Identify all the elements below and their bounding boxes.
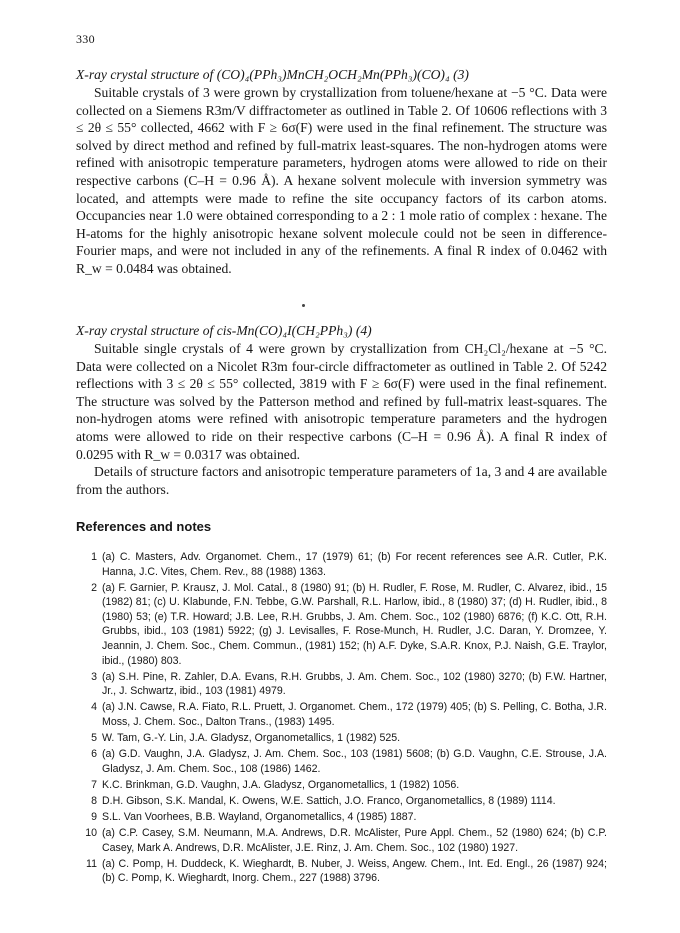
section-title: X-ray crystal structure of (CO)₄(PPh₃)MnCH₂OCH₂Mn(PPh₃)(CO)₄ (3) (76, 67, 469, 82)
reference-item (76, 778, 607, 793)
section-body: Suitable crystals of 3 were grown by crystallization from toluene/hexane at −5 °C. Data were collected on a Siemens R3m/V diffractometer as outlined in Table 2. Of 10606 reflections with 3 ≤ 2θ ≤ 55° collected, 4662 with F ≥ 6σ(F) were used in the final refinement. The structure was solved by direct method and refined by full-matrix least-squares. The non-hydrogen atoms were refined with anisotropic temperature parameters, hydrogen atoms were allowed to ride on their respective carbons (C–H = 0.96 Å). A hexane solvent molecule with inversion symmetry was located, and attempts were made to refine the site occupancy factors of its carbon atoms. Occupancies near 1.0 were obtained corresponding to a 2 : 1 mole ratio of complex : hexane. The H-atoms for the highly anisotropic hexane solvent molecule could not be seen in difference-Fourier maps, and were not included in any of the refinements. A final R index of 0.0462 with R_w = 0.0484 was obtained. (76, 85, 607, 276)
reference-text: (a) C. Masters, Adv. Organomet. Chem., 17 (1979) 61; (b) For recent references see A.R. Cutler, P.K. Hanna, J.C. Vites, Chem. Rev., 88 (1988) 1363. (102, 551, 607, 578)
reference-item (76, 747, 607, 776)
reference-number: 6 (91, 748, 97, 761)
reference-number: 9 (91, 811, 97, 824)
reference-item (76, 857, 607, 886)
reference-text: D.H. Gibson, S.K. Mandal, K. Owens, W.E. Sattich, J.O. Franco, Organometallics, 8 (1989) 1114. (102, 795, 556, 807)
section-crystal-structure-3 (76, 66, 607, 278)
reference-item (76, 670, 607, 699)
references-list (76, 550, 607, 886)
reference-number: 11 (86, 857, 97, 870)
reference-item (76, 731, 607, 746)
reference-number: 10 (85, 827, 97, 840)
reference-item (76, 581, 607, 669)
reference-text: (a) F. Garnier, P. Krausz, J. Mol. Catal., 8 (1980) 91; (b) H. Rudler, F. Rose, M. Rudler, C. Alvarez, ibid., 15 (1982) 81; (c) U. Klabunde, F.N. Tebbe, G.W. Parshall, R.L. Harlow, ibid., 8 (1980) 37; (d) H. Rudler, ibid., 8 (1980) 53; (e) T.R. Howard; J.B. Lee, R.H. Grubbs, J. Am. Chem. Soc., 102 (1980) 6876; (f) K.C. Ott, R.H. Grubbs, ibid., 103 (1981) 5922; (g) J. Levisalles, F. Rose-Munch, H. Rudler, J.C. Daran, Y. Dromzee, Y. Jeannin, J. Chem. Soc., Chem. Commun., (1981) 152; (h) A.F. Dyke, S.A.R. Knox, P.J. Naish, G.E. Traylor, ibid., (1980) 803. (102, 581, 607, 667)
reference-item (76, 794, 607, 809)
references-heading: References and notes (76, 519, 212, 534)
references-section (76, 519, 607, 888)
reference-number: 4 (91, 701, 97, 714)
reference-number: 2 (91, 581, 97, 594)
stray-mark (302, 304, 305, 307)
reference-text: (a) G.D. Vaughn, J.A. Gladysz, J. Am. Chem. Soc., 103 (1981) 5608; (b) G.D. Vaughn, C.E. Strouse, J.A. Gladysz, J. Am. Chem. Soc., 108 (1986) 1462. (102, 748, 607, 775)
reference-text: (a) S.H. Pine, R. Zahler, D.A. Evans, R.H. Grubbs, J. Am. Chem. Soc., 102 (1980) 3270; (b) F.W. Hartner, Jr., J. Schwartz, ibid., 103 (1981) 4979. (102, 670, 607, 698)
reference-text: S.L. Van Voorhees, B.B. Wayland, Organometallics, 4 (1985) 1887. (102, 811, 417, 824)
reference-text: (a) J.N. Cawse, R.A. Fiato, R.L. Pruett, J. Organomet. Chem., 172 (1979) 405; (b) S. Pelling, C. Botha, J.R. Moss, J. Chem. Soc., Dalton Trans., (1983) 1495. (102, 701, 607, 729)
reference-number: 7 (91, 778, 97, 791)
reference-item (76, 550, 607, 579)
section-title: X-ray crystal structure of cis-Mn(CO)₄I(CH₂PPh₃) (4) (76, 323, 372, 338)
reference-item (76, 810, 607, 825)
section-body: Suitable single crystals of 4 were grown by crystallization from CH₂Cl₂/hexane at −5 °C. Data were collected on a Nicolet R3m four-circle diffractometer as outlined in Table 2. Of 5242 reflections with 3 ≤ 2θ ≤ 55° collected, 3819 with F ≥ 6σ(F) were used in the final refinement. The structure was solved by the Patterson method and refined by full-matrix least-squares. The non-hydrogen atoms were refined with anisotropic temperature parameters and the hydrogen atoms were allowed to ride on their respective carbons (C–H = 0.96 Å). A final R index of 0.0295 with R_w = 0.0317 was obtained. (76, 341, 607, 462)
reference-item (76, 700, 607, 729)
reference-text: (a) C. Pomp, H. Duddeck, K. Wieghardt, B. Nuber, J. Weiss, Angew. Chem., Int. Ed. Engl., 26 (1987) 924; (b) C. Pomp, K. Wieghardt, Inorg. Chem., 227 (1988) 3796. (102, 857, 607, 885)
reference-number: 1 (91, 551, 97, 563)
page-number: 330 (76, 32, 95, 46)
reference-number: 5 (91, 732, 97, 745)
reference-text: (a) C.P. Casey, S.M. Neumann, M.A. Andrews, D.R. McAlister, Pure Appl. Chem., 52 (1980) 624; (b) C.P. Casey, Mark A. Andrews, D.R. McAlister, J.E. Rinz, J. Am. Chem. Soc., 102 (1980) 1927. (102, 827, 607, 854)
reference-number: 8 (91, 795, 97, 807)
reference-item (76, 826, 607, 855)
reference-number: 3 (91, 670, 97, 683)
reference-text: W. Tam, G.-Y. Lin, J.A. Gladysz, Organometallics, 1 (1982) 525. (102, 732, 401, 745)
section-details: Details of structure factors and anisotropic temperature parameters of 1a, 3 and 4 are available from the authors. (76, 464, 607, 497)
section-crystal-structure-4 (76, 322, 607, 498)
reference-text: K.C. Brinkman, G.D. Vaughn, J.A. Gladysz, Organometallics, 1 (1982) 1056. (102, 778, 460, 791)
